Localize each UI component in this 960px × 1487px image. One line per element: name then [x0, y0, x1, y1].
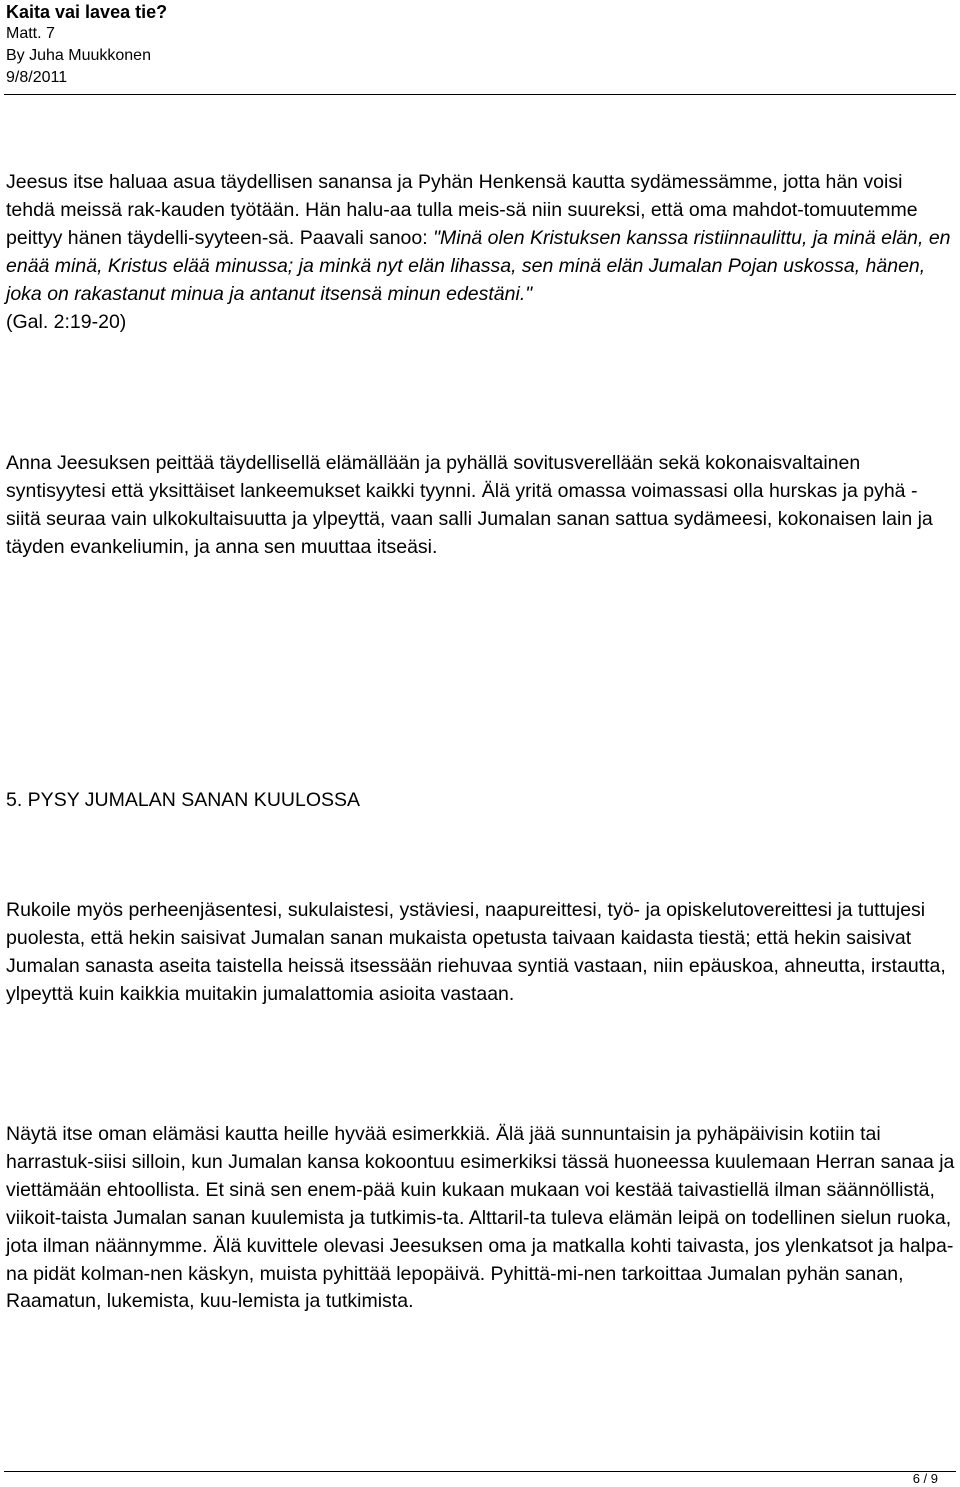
- document-title: Kaita vai lavea tie?: [6, 2, 168, 22]
- footer-divider: [4, 1471, 956, 1472]
- paragraph-1-quote: "Minä olen Kristuksen kanssa ristiinnaulittu, ja minä elän, en enää minä, Kristus elää minussa; ja minkä nyt elän lihassa, sen minä elän Jumalan Pojan uskossa, hänen, joka on rakastanut minua ja antanut itsensä minun edestäni.": [6, 226, 951, 305]
- page-number: 6 / 9: [912, 1471, 938, 1486]
- paragraph-1: [6, 169, 956, 336]
- paragraph-3: Rukoile myös perheenjäsentesi, sukulaistesi, ystäviesi, naapureittesi, työ- ja opiskelutovereittesi ja tuttujesi puolesta, että hekin saisivat Jumalan sanan mukaista opetusta taivaan kaidasta tiestä; että hekin saisivat Jumalan sanasta aseita taistella heissä itsessään riehuvaa syntiä vastaan, niin epäuskoa, ahneutta, irstautta, ylpeyttä kuin kaikkia muitakin jumalattomia asioita vastaan.: [6, 899, 946, 1005]
- paragraph-4: Näytä itse oman elämäsi kautta heille hyvää esimerkkiä. Älä jää sunnuntaisin ja pyhäpäivisin kotiin tai harrastuk-siisi silloin, kun Jumalan kansa kokoontuu esimerkiksi tässä huoneessa kuulemaan Herran sanaa ja viettämään ehtoollista. Et sinä sen enem-pää kuin kukaan mukaan voi kestää taivastiellä ilman säännöllistä, viikoit-taista Jumalan sanan kuulemista ja tutkimis-ta. Alttaril-ta tuleva elämän leipä on todellinen sielun ruoka, jota ilman näännymme. Älä kuvittele olevasi Jeesuksen oma ja matkalla kohti taivasta, jos ylenkatsot ja halpa-na pidät kolman-nen käskyn, muista pyhittää lepopäivä. Pyhittä-mi-nen tarkoittaa Jumalan pyhän sanan, Raamatun, lukemista, kuu-lemista ja tutkimista.: [6, 1123, 955, 1313]
- paragraph-1-reference: (Gal. 2:19-20): [6, 310, 127, 333]
- header-divider: [4, 94, 956, 95]
- paragraph-2: Anna Jeesuksen peittää täydellisellä elämällään ja pyhällä sovitusverellään sekä kokonaisvaltainen syntisyytesi että yksittäiset lankeemukset kaikki tyynni. Älä yritä omassa voimassasi olla hurskas ja pyhä - siitä seuraa vain ulkokultaisuutta ja ylpeyttä, vaan salli Jumalan sanan sattua sydämeesi, kokonaisen lain ja täyden evankeliumin, ja anna sen muuttaa itseäsi.: [6, 452, 933, 558]
- section-heading: 5. PYSY JUMALAN SANAN KUULOSSA: [6, 789, 361, 811]
- paragraph-1-text: Jeesus itse haluaa asua täydellisen sanansa ja Pyhän Henkensä kautta sydämessämme, jotta hän voisi tehdä meissä rak-kauden työtään. Hän halu-aa tulla meis-sä niin suureksi, että oma mahdot-tomuutemme peittyy hänen täydelli-syyteen-sä. Paavali sanoo:: [6, 171, 918, 249]
- document-date: 9/8/2011: [6, 69, 68, 86]
- document-author: By Juha Muukkonen: [6, 47, 151, 64]
- document-header: [6, 0, 956, 89]
- document-subtitle: Matt. 7: [6, 25, 55, 42]
